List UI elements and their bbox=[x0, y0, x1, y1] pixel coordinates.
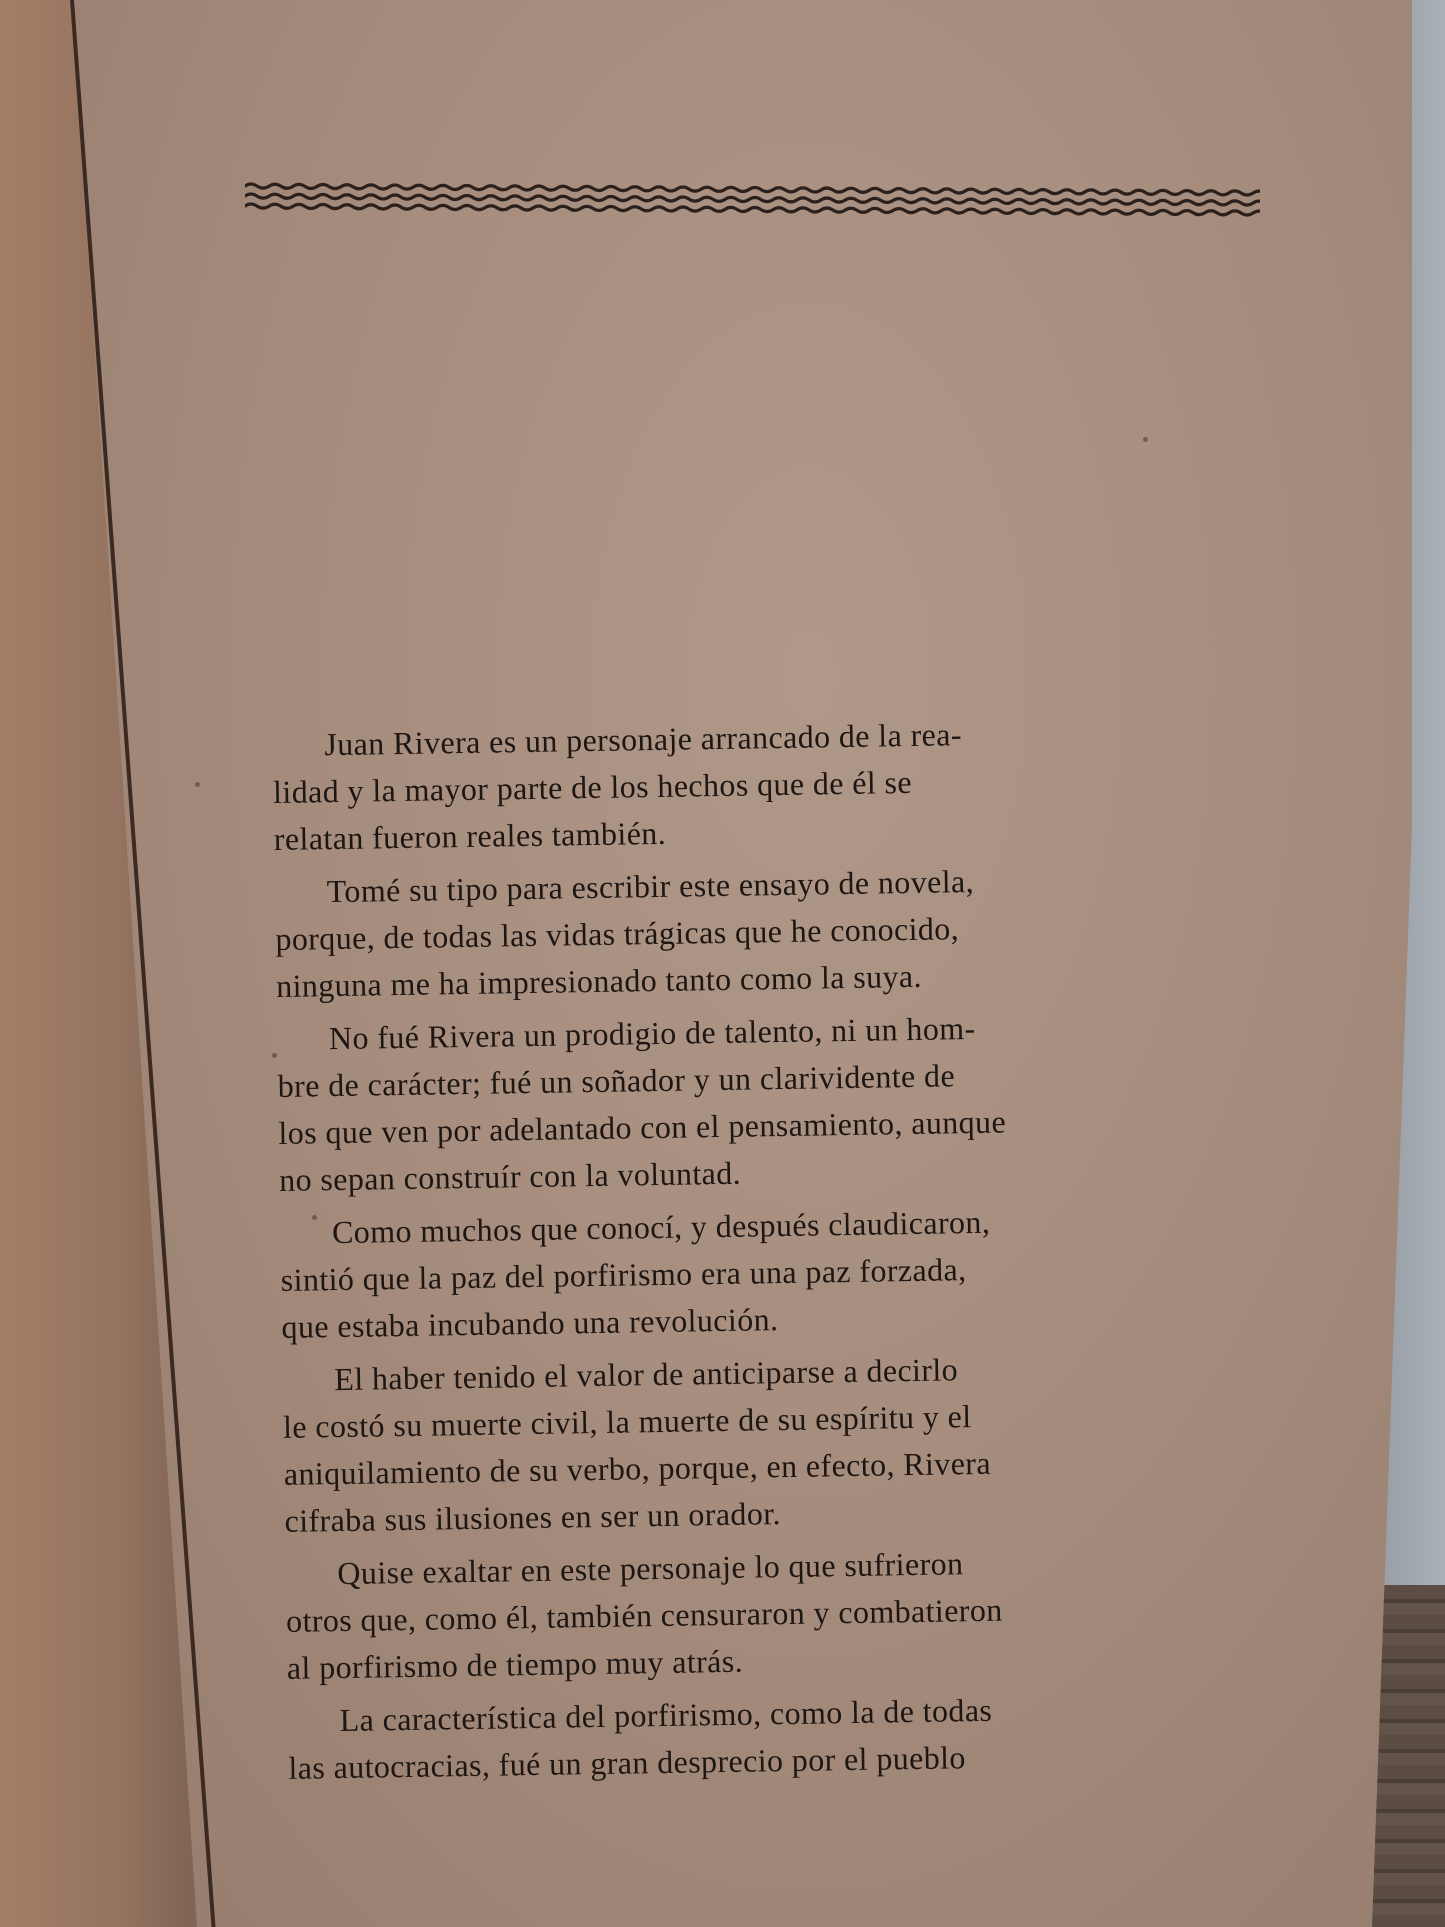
text-line: los que ven por adelantado con el pensamiento, aunque bbox=[278, 1103, 1007, 1151]
paragraph bbox=[287, 1683, 1248, 1792]
text-line: le costó su muerte civil, la muerte de su espíritu y el bbox=[282, 1398, 972, 1445]
wavy-rule-ornament bbox=[245, 172, 1260, 220]
paragraph bbox=[280, 1195, 1242, 1351]
text-line: porque, de todas las vidas trágicas que he conocido, bbox=[275, 910, 960, 957]
text-line: Como muchos que conocí, y después claudicaron, bbox=[331, 1203, 991, 1251]
text-line: al porfirismo de tiempo muy atrás. bbox=[286, 1642, 744, 1686]
paragraph bbox=[277, 1001, 1240, 1204]
text-line: cifraba sus ilusiones en ser un orador. bbox=[284, 1495, 782, 1539]
paper-speck bbox=[1143, 437, 1148, 442]
paragraph bbox=[272, 707, 1234, 863]
text-line: bre de carácter; fué un soñador y un clarividente de bbox=[277, 1057, 956, 1104]
paragraph bbox=[285, 1536, 1247, 1692]
text-line: que estaba incubando una revolución. bbox=[281, 1301, 779, 1345]
text-line: no sepan construír con la voluntad. bbox=[278, 1154, 742, 1198]
text-line: aniquilamiento de su verbo, porque, en efecto, Rivera bbox=[283, 1444, 992, 1492]
text-line: las autocracias, fué un gran desprecio por el pueblo bbox=[288, 1739, 967, 1786]
text-line: sintió que la paz del porfirismo era una paz forzada, bbox=[280, 1251, 967, 1298]
text-line: ninguna me ha impresionado tanto como la suya. bbox=[275, 957, 923, 1004]
paper-speck bbox=[312, 1215, 317, 1220]
paper-speck bbox=[195, 782, 200, 787]
paragraph bbox=[282, 1342, 1245, 1545]
text-line: El haber tenido el valor de anticiparse a decirlo bbox=[334, 1351, 959, 1398]
paragraph bbox=[274, 854, 1236, 1010]
text-line: Quise exaltar en este personaje lo que sufrieron bbox=[337, 1545, 964, 1592]
text-line: Tomé su tipo para escribir este ensayo de novela, bbox=[326, 862, 975, 910]
text-line: Juan Rivera es un personaje arrancado de la rea- bbox=[324, 716, 963, 763]
text-line: lidad y la mayor parte de los hechos que de él se bbox=[272, 763, 913, 810]
text-line: otros que, como él, también censuraron y combatieron bbox=[285, 1591, 1003, 1639]
paper-speck bbox=[272, 1053, 277, 1058]
text-line: No fué Rivera un prodigio de talento, ni un hom- bbox=[328, 1009, 976, 1057]
text-line: La característica del porfirismo, como la de todas bbox=[339, 1691, 993, 1739]
page-body bbox=[272, 707, 1249, 1798]
text-line: relatan fueron reales también. bbox=[273, 814, 667, 857]
